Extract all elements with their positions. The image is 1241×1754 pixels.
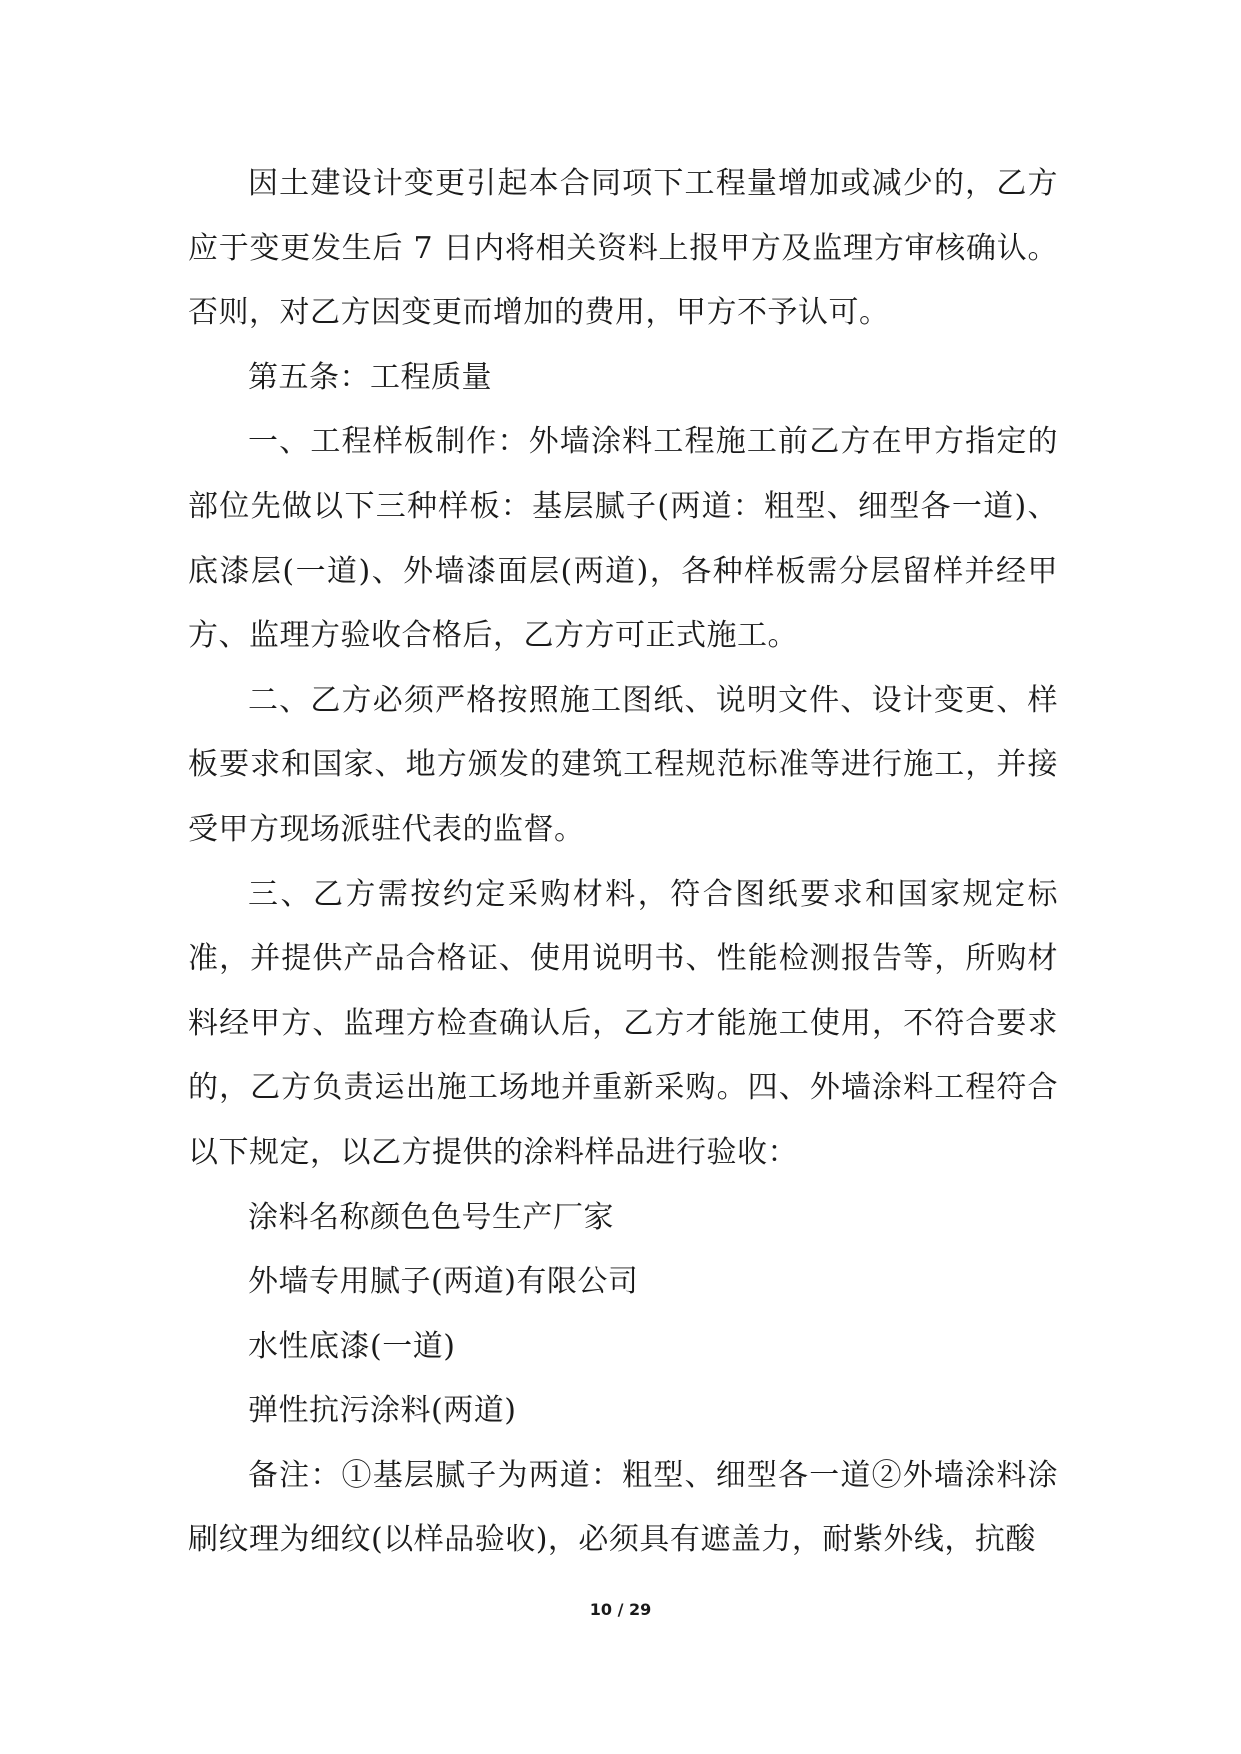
paragraph-sample-making: 一、工程样板制作：外墙涂料工程施工前乙方在甲方指定的部位先做以下三种样板：基层腻子(两道：粗型、细型各一道)、底漆层(一道)、外墙漆面层(两道)，各种样板需分层留样并经甲方、监理方验收合格后，乙方方可正式施工。 [188,424,1058,654]
paragraph-remarks: 备注：①基层腻子为两道：粗型、细型各一道②外墙涂料涂刷纹理为细纹(以样品验收)，必须具有遮盖力，耐紫外线，抗酸 [188,1457,1058,1558]
section-heading-article-5: 第五条：工程质量 [248,359,492,395]
paragraph-construction-standards: 二、乙方必须严格按照施工图纸、说明文件、设计变更、样板要求和国家、地方颁发的建筑工程规范标准等进行施工，并接受甲方现场派驻代表的监督。 [188,682,1058,847]
page-number: 10 / 29 [589,1600,652,1619]
paragraph-design-change: 因土建设计变更引起本合同项下工程量增加或减少的，乙方应于变更发生后 7 日内将相关资料上报甲方及监理方审核确认。否则，对乙方因变更而增加的费用，甲方不予认可。 [188,166,1058,331]
table-header-line: 涂料名称颜色色号生产厂家 [248,1199,614,1235]
paragraph-material-procurement: 三、乙方需按约定采购材料，符合图纸要求和国家规定标准，并提供产品合格证、使用说明书、性能检测报告等，所购材料经甲方、监理方检查确认后，乙方才能施工使用，不符合要求的，乙方负责运出施工场地并重新采购。四、外墙涂料工程符合以下规定，以乙方提供的涂料样品进行验收： [188,876,1058,1170]
material-primer-line: 水性底漆(一道) [248,1328,456,1364]
material-putty-line: 外墙专用腻子(两道)有限公司 [248,1264,639,1300]
document-body [188,152,1058,1573]
material-coating-line: 弹性抗污涂料(两道) [248,1393,517,1429]
